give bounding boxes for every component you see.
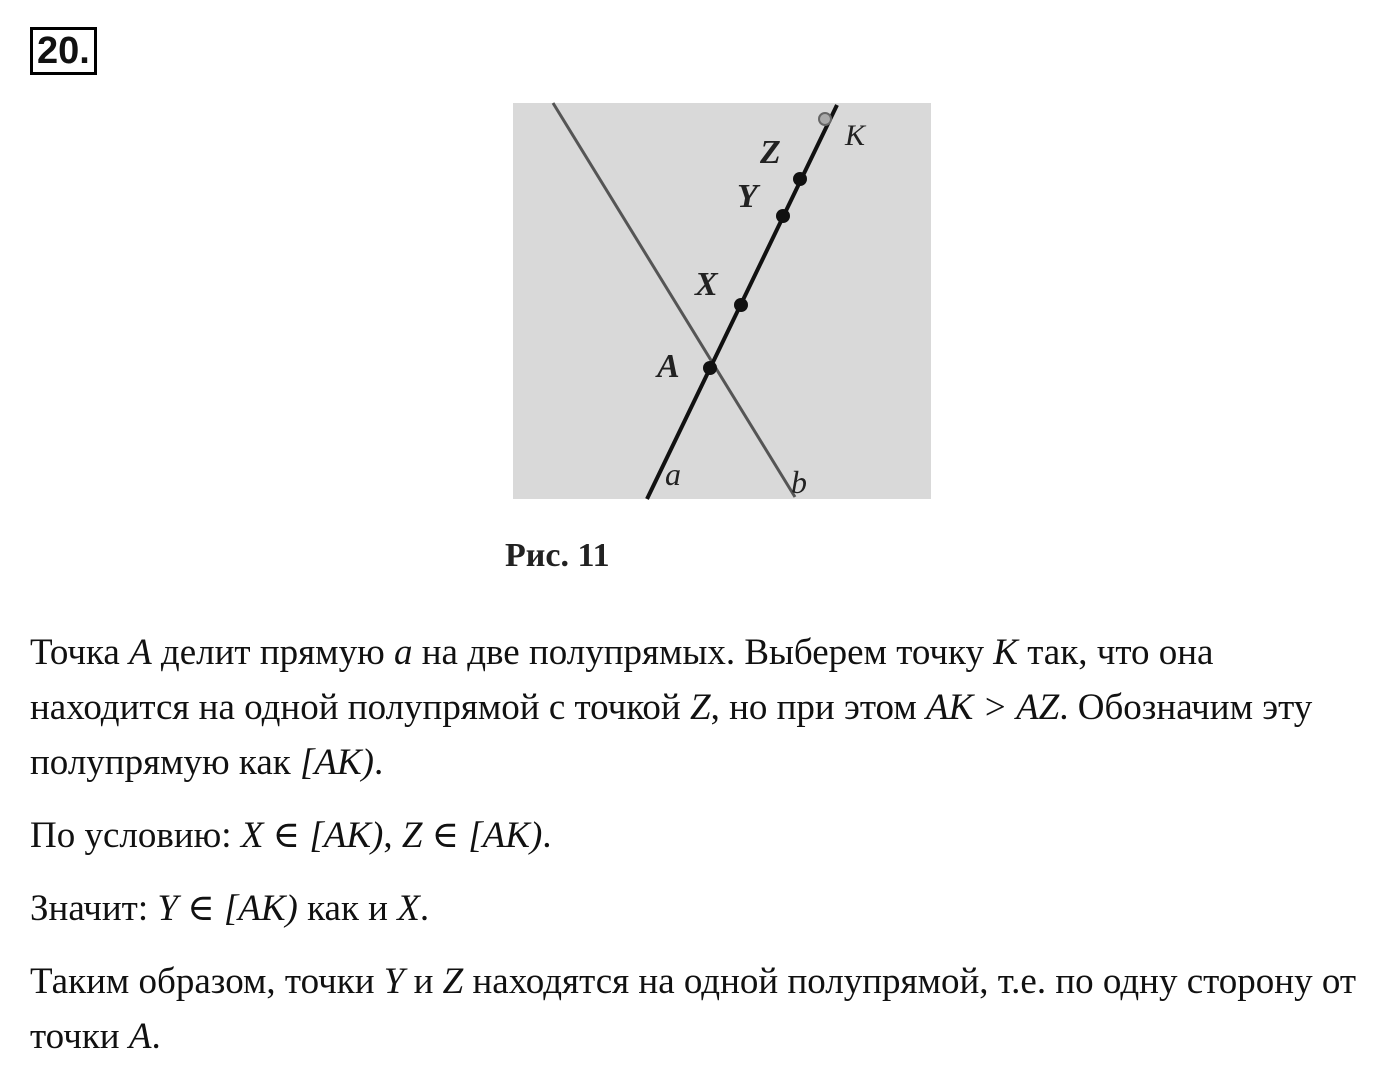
label-b-line: b <box>791 464 807 500</box>
point-z <box>793 172 807 186</box>
label-k: K <box>845 119 866 152</box>
paragraph-1: Точка A делит прямую a на две полупрямых. Выберем точку K так, что она находится на одной полупрямой с точкой Z, но при этом AK > AZ. Обозначим эту полупрямую как [AK). <box>30 632 1313 783</box>
label-a-point: A <box>657 348 680 385</box>
figure-background <box>513 103 931 499</box>
figure <box>505 95 945 595</box>
point-x <box>734 298 748 312</box>
label-a-line: a <box>665 456 681 492</box>
solution-text <box>30 625 1370 1082</box>
label-y: Y <box>737 178 758 215</box>
paragraph-4: Таким образом, точки Y и Z находятся на одной полупрямой, т.е. по одну сторону от точки A. <box>30 961 1357 1057</box>
point-a <box>703 361 717 375</box>
figure-caption: Рис. 11 <box>505 537 610 574</box>
label-z: Z <box>760 134 781 171</box>
figure-diagram <box>505 95 945 515</box>
point-y <box>776 209 790 223</box>
point-k <box>819 113 831 125</box>
task-number: 20. <box>30 27 97 75</box>
paragraph-2: По условию: X ∈ [AK), Z ∈ [AK). <box>30 815 552 856</box>
paragraph-3: Значит: Y ∈ [AK) как и X. <box>30 888 430 929</box>
label-x: X <box>695 266 718 303</box>
